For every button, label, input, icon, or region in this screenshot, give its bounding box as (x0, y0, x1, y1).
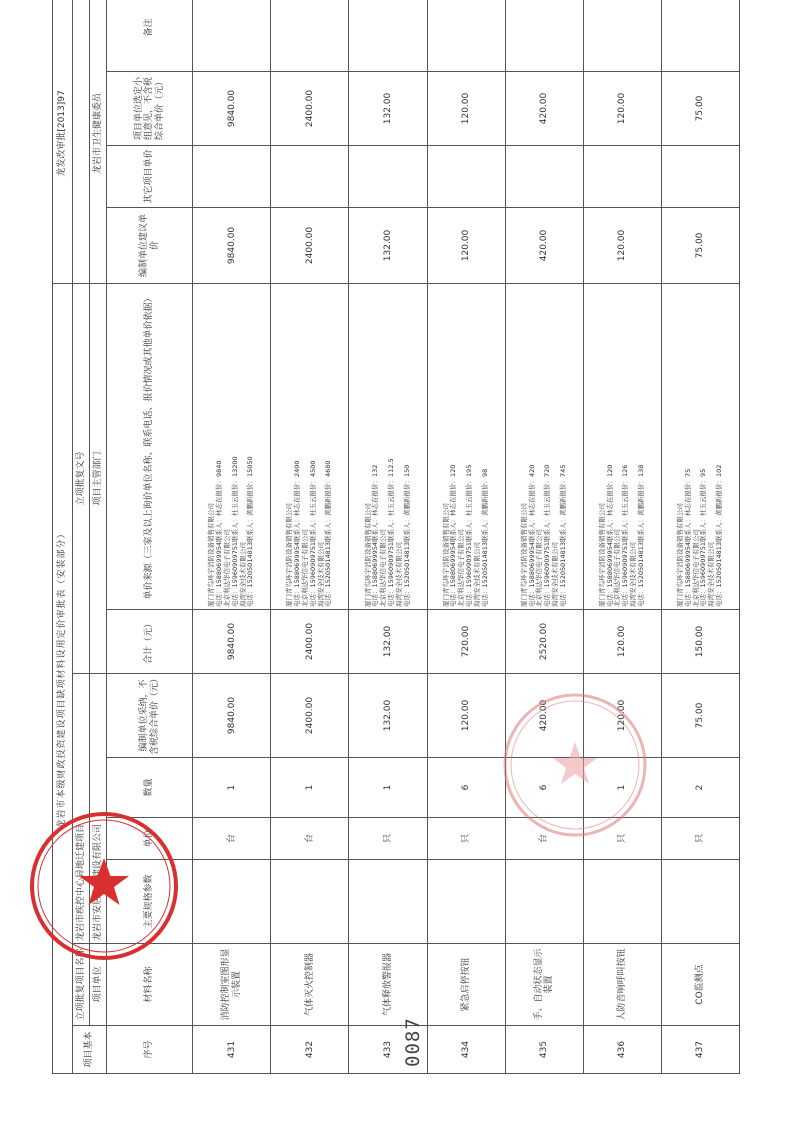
row-name: 紧急启停按钮 (427, 944, 505, 1026)
row-unit-price: 120.00 (583, 674, 661, 758)
source-line: 电话：15205014813联系人：黄鹏新报价：98 (480, 468, 489, 607)
authority-label: 项目主管部门 (90, 283, 107, 673)
source-line: 厦门青鸟环宇消防设备销售有限公司 (207, 503, 216, 607)
source-line: 电话：15880699954联系人：林志在报价：132 (371, 464, 380, 607)
source-line: 厦门青鸟环宇消防设备销售有限公司 (363, 503, 372, 607)
table-row (349, 0, 427, 1074)
row-qty: 6 (505, 758, 583, 818)
row-other-price (349, 145, 427, 207)
row-unit: 台 (271, 818, 349, 860)
header-total: 合计（元） (107, 610, 193, 674)
source-line: 北京利达华信电子有限公司 (379, 529, 388, 607)
row-selected-price: 120.00 (583, 71, 661, 145)
row-other-price (427, 145, 505, 207)
source-line: 海湾安全技术有限公司 (238, 542, 247, 607)
row-name: 消防控制室图形显示装置 (193, 944, 271, 1026)
row-total: 2400.00 (271, 610, 349, 674)
source-line: 电话：15960909751联系人：杜玉云报价：112.5 (386, 458, 395, 607)
approval-doc-number: 龙发改审批[2013]97 (53, 0, 73, 283)
source-line: 电话：15960909751联系人：杜玉云报价：95 (699, 468, 708, 607)
source-line: 电话：15880699954联系人：林志在报价：120 (605, 464, 614, 607)
row-qty: 2 (661, 758, 739, 818)
project-name: 龙岩市疾控中心异地迁建项目 (73, 674, 90, 944)
source-line: 电话：15205014813联系人：黄鹏新报价：102 (715, 464, 723, 607)
row-builder-price: 9840.00 (193, 207, 271, 283)
row-total: 132.00 (349, 610, 427, 674)
project-name-label: 立项批复项目名称 (73, 944, 90, 1026)
source-line: 电话：15880699954联系人：林志在报价：75 (683, 468, 692, 607)
row-remark (349, 0, 427, 71)
row-seq: 433 (349, 1026, 427, 1074)
source-line: 北京利达华信电子有限公司 (457, 529, 466, 607)
source-line: 海湾安全技术有限公司 (472, 542, 481, 607)
header-qty: 数量 (107, 758, 193, 818)
row-spec (505, 860, 583, 944)
row-spec (427, 860, 505, 944)
source-line: 电话：15880699954联系人：林志在报价：420 (527, 464, 536, 607)
table-row (661, 0, 739, 1074)
row-name: 气体灭火控制器 (271, 944, 349, 1026)
row-selected-price: 2400.00 (271, 71, 349, 145)
row-source (583, 283, 661, 609)
table-row (583, 0, 661, 1074)
table-row (271, 0, 349, 1074)
row-builder-price: 120.00 (427, 207, 505, 283)
row-seq: 436 (583, 1026, 661, 1074)
source-line: 海湾安全技术有限公司 (394, 542, 403, 607)
row-selected-price: 132.00 (349, 71, 427, 145)
row-total: 150.00 (661, 610, 739, 674)
row-total: 720.00 (427, 610, 505, 674)
row-source (505, 283, 583, 609)
row-selected-price: 420.00 (505, 71, 583, 145)
source-line: 海湾安全技术有限公司 (707, 542, 716, 607)
row-qty: 1 (271, 758, 349, 818)
header-other-price: 其它项目单价 (107, 145, 193, 207)
basic-info-label: 项目基本 (73, 1026, 107, 1074)
source-line: 北京利达华信电子有限公司 (691, 529, 700, 607)
row-remark (505, 0, 583, 71)
row-source (271, 283, 349, 609)
header-name: 材料名称 (107, 944, 193, 1026)
row-source (427, 283, 505, 609)
row-unit: 只 (349, 818, 427, 860)
row-unit: 台 (193, 818, 271, 860)
row-source (349, 283, 427, 609)
row-unit: 只 (661, 818, 739, 860)
row-qty: 1 (583, 758, 661, 818)
header-unit-price: 编制单位采纳，不含税综合单价（元） (107, 674, 193, 758)
source-line: 电话：15960909751联系人：杜玉云报价：126 (621, 464, 630, 607)
row-total: 2520.00 (505, 610, 583, 674)
form-title: 龙岩市本级财政投资建设项目缺项材料设用定价审批表（安装部分） (53, 283, 73, 1073)
source-line: 北京利达华信电子有限公司 (222, 529, 231, 607)
row-name: 手、自动状态显示装置 (505, 944, 583, 1026)
row-selected-price: 75.00 (661, 71, 739, 145)
row-builder-price: 2400.00 (271, 207, 349, 283)
row-remark (193, 0, 271, 71)
seal-star-icon (79, 858, 129, 905)
row-qty: 1 (349, 758, 427, 818)
row-unit-price: 75.00 (661, 674, 739, 758)
company-seal-stamp (28, 810, 180, 962)
source-line: 电话：15205014813联系人：黄鹏新报价：138 (636, 464, 645, 607)
row-selected-price: 9840.00 (193, 71, 271, 145)
source-line: 厦门青鸟环宇消防设备销售有限公司 (676, 503, 685, 607)
row-remark (427, 0, 505, 71)
row-remark (661, 0, 739, 71)
row-spec (349, 860, 427, 944)
row-source (193, 283, 271, 609)
source-line: 海湾安全技术有限公司 (550, 542, 559, 607)
row-qty: 6 (427, 758, 505, 818)
row-unit: 只 (427, 818, 505, 860)
authority-value: 龙岩市卫生健康委员 (90, 0, 107, 283)
row-builder-price: 132.00 (349, 207, 427, 283)
row-builder-price: 75.00 (661, 207, 739, 283)
source-line: 北京利达华信电子有限公司 (535, 529, 544, 607)
header-builder-price: 编制单位建议单价 (107, 207, 193, 283)
row-unit-price: 420.00 (505, 674, 583, 758)
source-line: 厦门青鸟环宇消防设备销售有限公司 (285, 503, 294, 607)
source-line: 电话：15960909751联系人：杜玉云报价：720 (543, 464, 552, 607)
source-line: 厦门青鸟环宇消防设备销售有限公司 (519, 503, 528, 607)
row-other-price (583, 145, 661, 207)
source-line: 电话：15960909751联系人：杜玉云报价：13200 (230, 456, 239, 607)
source-line: 海湾安全技术有限公司 (629, 542, 638, 607)
row-qty: 1 (193, 758, 271, 818)
row-remark (271, 0, 349, 71)
row-builder-price: 120.00 (583, 207, 661, 283)
table-row (427, 0, 505, 1074)
row-spec (661, 860, 739, 944)
header-selected-price: 项目单位选定小组意见，不含税综合单价（元） (107, 71, 193, 145)
row-unit-price: 132.00 (349, 674, 427, 758)
header-unit: 单位 (107, 818, 193, 860)
row-other-price (271, 145, 349, 207)
unit-label: 项目单位 (90, 944, 107, 1026)
row-spec (271, 860, 349, 944)
row-unit: 只 (583, 818, 661, 860)
row-seq: 435 (505, 1026, 583, 1074)
row-total: 9840.00 (193, 610, 271, 674)
source-line: 电话：15880699954联系人：林志在报价：9840 (215, 460, 224, 607)
row-builder-price: 420.00 (505, 207, 583, 283)
row-unit-price: 2400.00 (271, 674, 349, 758)
row-total: 120.00 (583, 610, 661, 674)
source-line: 海湾安全技术有限公司 (316, 542, 325, 607)
row-unit: 台 (505, 818, 583, 860)
row-other-price (193, 145, 271, 207)
row-selected-price: 120.00 (427, 71, 505, 145)
approval-doc-label: 立项批复文号 (73, 283, 90, 673)
approval-doc-value (73, 0, 90, 283)
row-name: 人防音响呼叫按钮 (583, 944, 661, 1026)
row-seq: 432 (271, 1026, 349, 1074)
source-line: 厦门青鸟环宇消防设备销售有限公司 (441, 503, 450, 607)
header-seq: 序号 (107, 1026, 193, 1074)
row-seq: 437 (661, 1026, 739, 1074)
page-number: 0087 (402, 1017, 424, 1067)
row-seq: 431 (193, 1026, 271, 1074)
row-source (661, 283, 739, 609)
row-seq: 434 (427, 1026, 505, 1074)
source-line: 电话：15960909751联系人：杜玉云报价：4500 (308, 460, 317, 607)
source-line: 北京利达华信电子有限公司 (301, 529, 310, 607)
header-spec: 主要规格参数 (107, 860, 193, 944)
source-line: 电话：15205014813联系人：黄鹏新报价：15050 (246, 456, 255, 607)
table-row (505, 0, 583, 1074)
row-other-price (661, 145, 739, 207)
row-spec (193, 860, 271, 944)
row-name: CO监测点 (661, 944, 739, 1026)
source-line: 电话：15960909751联系人：杜玉云报价：195 (465, 464, 474, 607)
source-line: 电话：15880699954联系人：林志在报价：120 (449, 464, 458, 607)
row-unit-price: 9840.00 (193, 674, 271, 758)
row-unit-price: 120.00 (427, 674, 505, 758)
source-line: 电话：15880699954联系人：林志在报价：2400 (293, 460, 302, 607)
source-line: 电话：15205014813联系人：黄鹏新报价：150 (402, 464, 411, 607)
row-spec (583, 860, 661, 944)
table-row (193, 0, 271, 1074)
faded-seal-star-icon (553, 742, 597, 784)
source-line: 厦门青鸟环宇消防设备销售有限公司 (597, 503, 606, 607)
header-remark: 备注 (107, 0, 193, 71)
row-name: 气体释放警报器 (349, 944, 427, 1026)
row-remark (583, 0, 661, 71)
source-line: 电话：15205014813联系人：黄鹏新报价：745 (558, 464, 567, 607)
source-line: 北京利达华信电子有限公司 (613, 529, 622, 607)
faded-seal-stamp (500, 690, 650, 840)
header-source: 单价来源（三家及以上询价单位名称、联系电话、报价情况或其他单价依据） (107, 283, 193, 609)
row-other-price (505, 145, 583, 207)
source-line: 电话：15205014813联系人：黄鹏新报价：4680 (324, 460, 333, 607)
